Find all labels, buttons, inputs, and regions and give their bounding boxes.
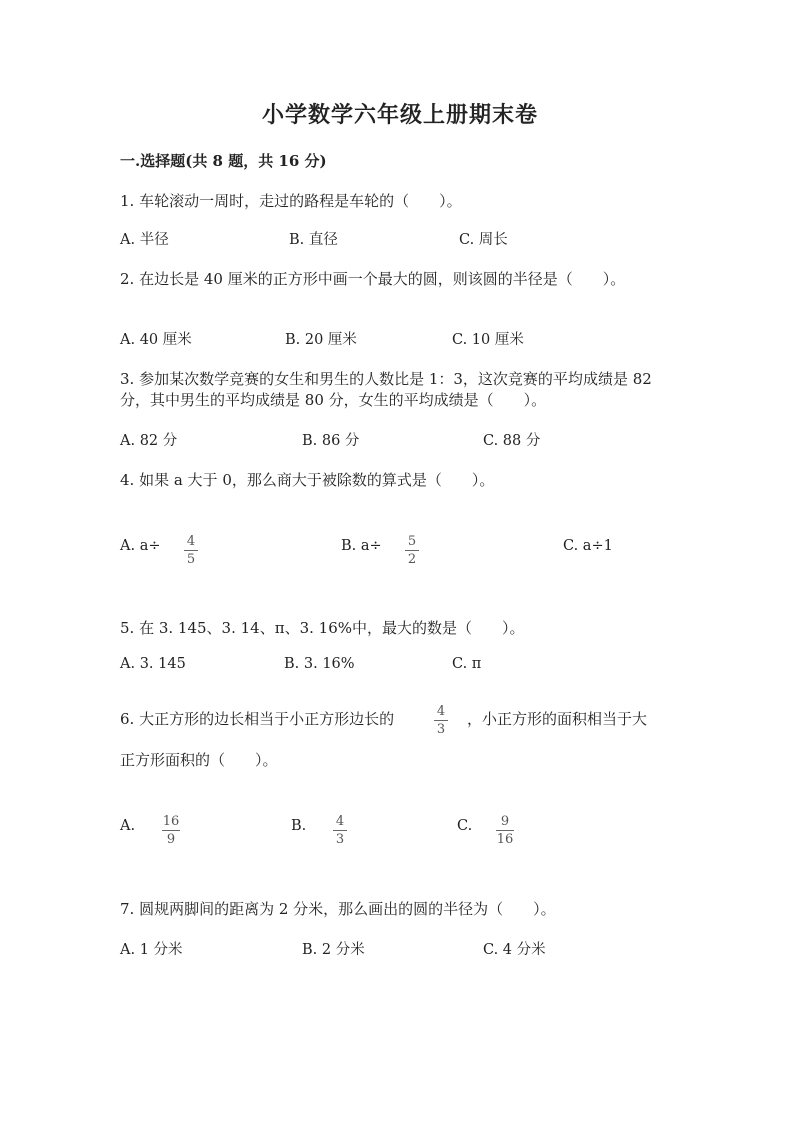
fraction-denominator: 3 xyxy=(335,832,345,847)
fraction-numerator: 4 xyxy=(186,534,196,549)
question-6-option-c[interactable]: C. xyxy=(457,818,473,834)
fraction-bar xyxy=(405,550,419,551)
question-1-stem: 1. 车轮滚动一周时，走过的路程是车轮的（ ）。 xyxy=(120,192,462,210)
question-5-stem: 5. 在 3. 145、3. 14、π、3. 16%中，最大的数是（ ）。 xyxy=(120,619,525,637)
question-4-option-a-fraction xyxy=(184,534,198,567)
question-5-option-c[interactable]: C. π xyxy=(452,656,482,672)
fraction-bar xyxy=(434,720,448,721)
question-2-option-c[interactable]: C. 10 厘米 xyxy=(452,332,524,348)
question-3-stem-line2: 分，其中男生的平均成绩是 80 分，女生的平均成绩是（ ）。 xyxy=(120,391,547,409)
question-2-stem: 2. 在边长是 40 厘米的正方形中画一个最大的圆，则该圆的半径是（ ）。 xyxy=(120,270,626,288)
question-6-stem-part1: 6. 大正方形的边长相当于小正方形边长的 xyxy=(120,710,395,728)
question-6-stem-fraction xyxy=(434,704,448,737)
fraction-numerator: 9 xyxy=(500,814,510,829)
section-heading: 一.选择题(共 8 题，共 16 分) xyxy=(120,152,327,170)
question-6-stem-part2: ，小正方形的面积相当于大 xyxy=(467,710,648,728)
question-6-option-b-fraction xyxy=(333,814,347,847)
question-1-option-c[interactable]: C. 周长 xyxy=(459,232,508,248)
question-6-option-a[interactable]: A. xyxy=(120,818,136,834)
question-3-option-b[interactable]: B. 86 分 xyxy=(302,433,360,449)
fraction-bar xyxy=(184,550,198,551)
fraction-numerator: 16 xyxy=(162,814,180,829)
fraction-bar xyxy=(162,830,180,831)
question-7-option-a[interactable]: A. 1 分米 xyxy=(120,942,183,958)
fraction-denominator: 2 xyxy=(407,552,417,567)
question-3-option-c[interactable]: C. 88 分 xyxy=(483,433,541,449)
question-2-option-a[interactable]: A. 40 厘米 xyxy=(120,332,192,348)
question-3-stem-line1: 3. 参加某次数学竞赛的女生和男生的人数比是 1：3，这次竞赛的平均成绩是 82 xyxy=(120,370,652,388)
fraction-numerator: 5 xyxy=(407,534,417,549)
question-7-option-c[interactable]: C. 4 分米 xyxy=(483,942,546,958)
question-5-option-a[interactable]: A. 3. 145 xyxy=(120,656,186,672)
fraction-bar xyxy=(333,830,347,831)
fraction-denominator: 9 xyxy=(166,832,176,847)
question-6-stem-line2: 正方形面积的（ ）。 xyxy=(120,751,278,769)
fraction-numerator: 4 xyxy=(335,814,345,829)
question-6-option-a-fraction xyxy=(162,814,180,847)
question-7-stem: 7. 圆规两脚间的距离为 2 分米，那么画出的圆的半径为（ ）。 xyxy=(120,900,556,918)
fraction-bar xyxy=(496,830,514,831)
fraction-numerator: 4 xyxy=(436,704,446,719)
question-1-option-a[interactable]: A. 半径 xyxy=(120,232,169,248)
question-6-option-b[interactable]: B. xyxy=(291,818,307,834)
fraction-denominator: 5 xyxy=(186,552,196,567)
question-4-option-a[interactable]: A. a÷ xyxy=(120,538,161,554)
question-1-option-b[interactable]: B. 直径 xyxy=(289,232,338,248)
page-title: 小学数学六年级上册期末卷 xyxy=(261,102,538,128)
question-3-option-a[interactable]: A. 82 分 xyxy=(120,433,178,449)
question-4-option-b[interactable]: B. a÷ xyxy=(341,538,382,554)
question-4-stem: 4. 如果 a 大于 0，那么商大于被除数的算式是（ ）。 xyxy=(120,471,495,489)
question-5-option-b[interactable]: B. 3. 16% xyxy=(284,656,355,672)
fraction-denominator: 3 xyxy=(436,722,446,737)
question-6-option-c-fraction xyxy=(496,814,514,847)
question-4-option-b-fraction xyxy=(405,534,419,567)
fraction-denominator: 16 xyxy=(496,832,514,847)
question-4-option-c[interactable]: C. a÷1 xyxy=(563,538,613,554)
question-2-option-b[interactable]: B. 20 厘米 xyxy=(285,332,357,348)
question-7-option-b[interactable]: B. 2 分米 xyxy=(302,942,365,958)
